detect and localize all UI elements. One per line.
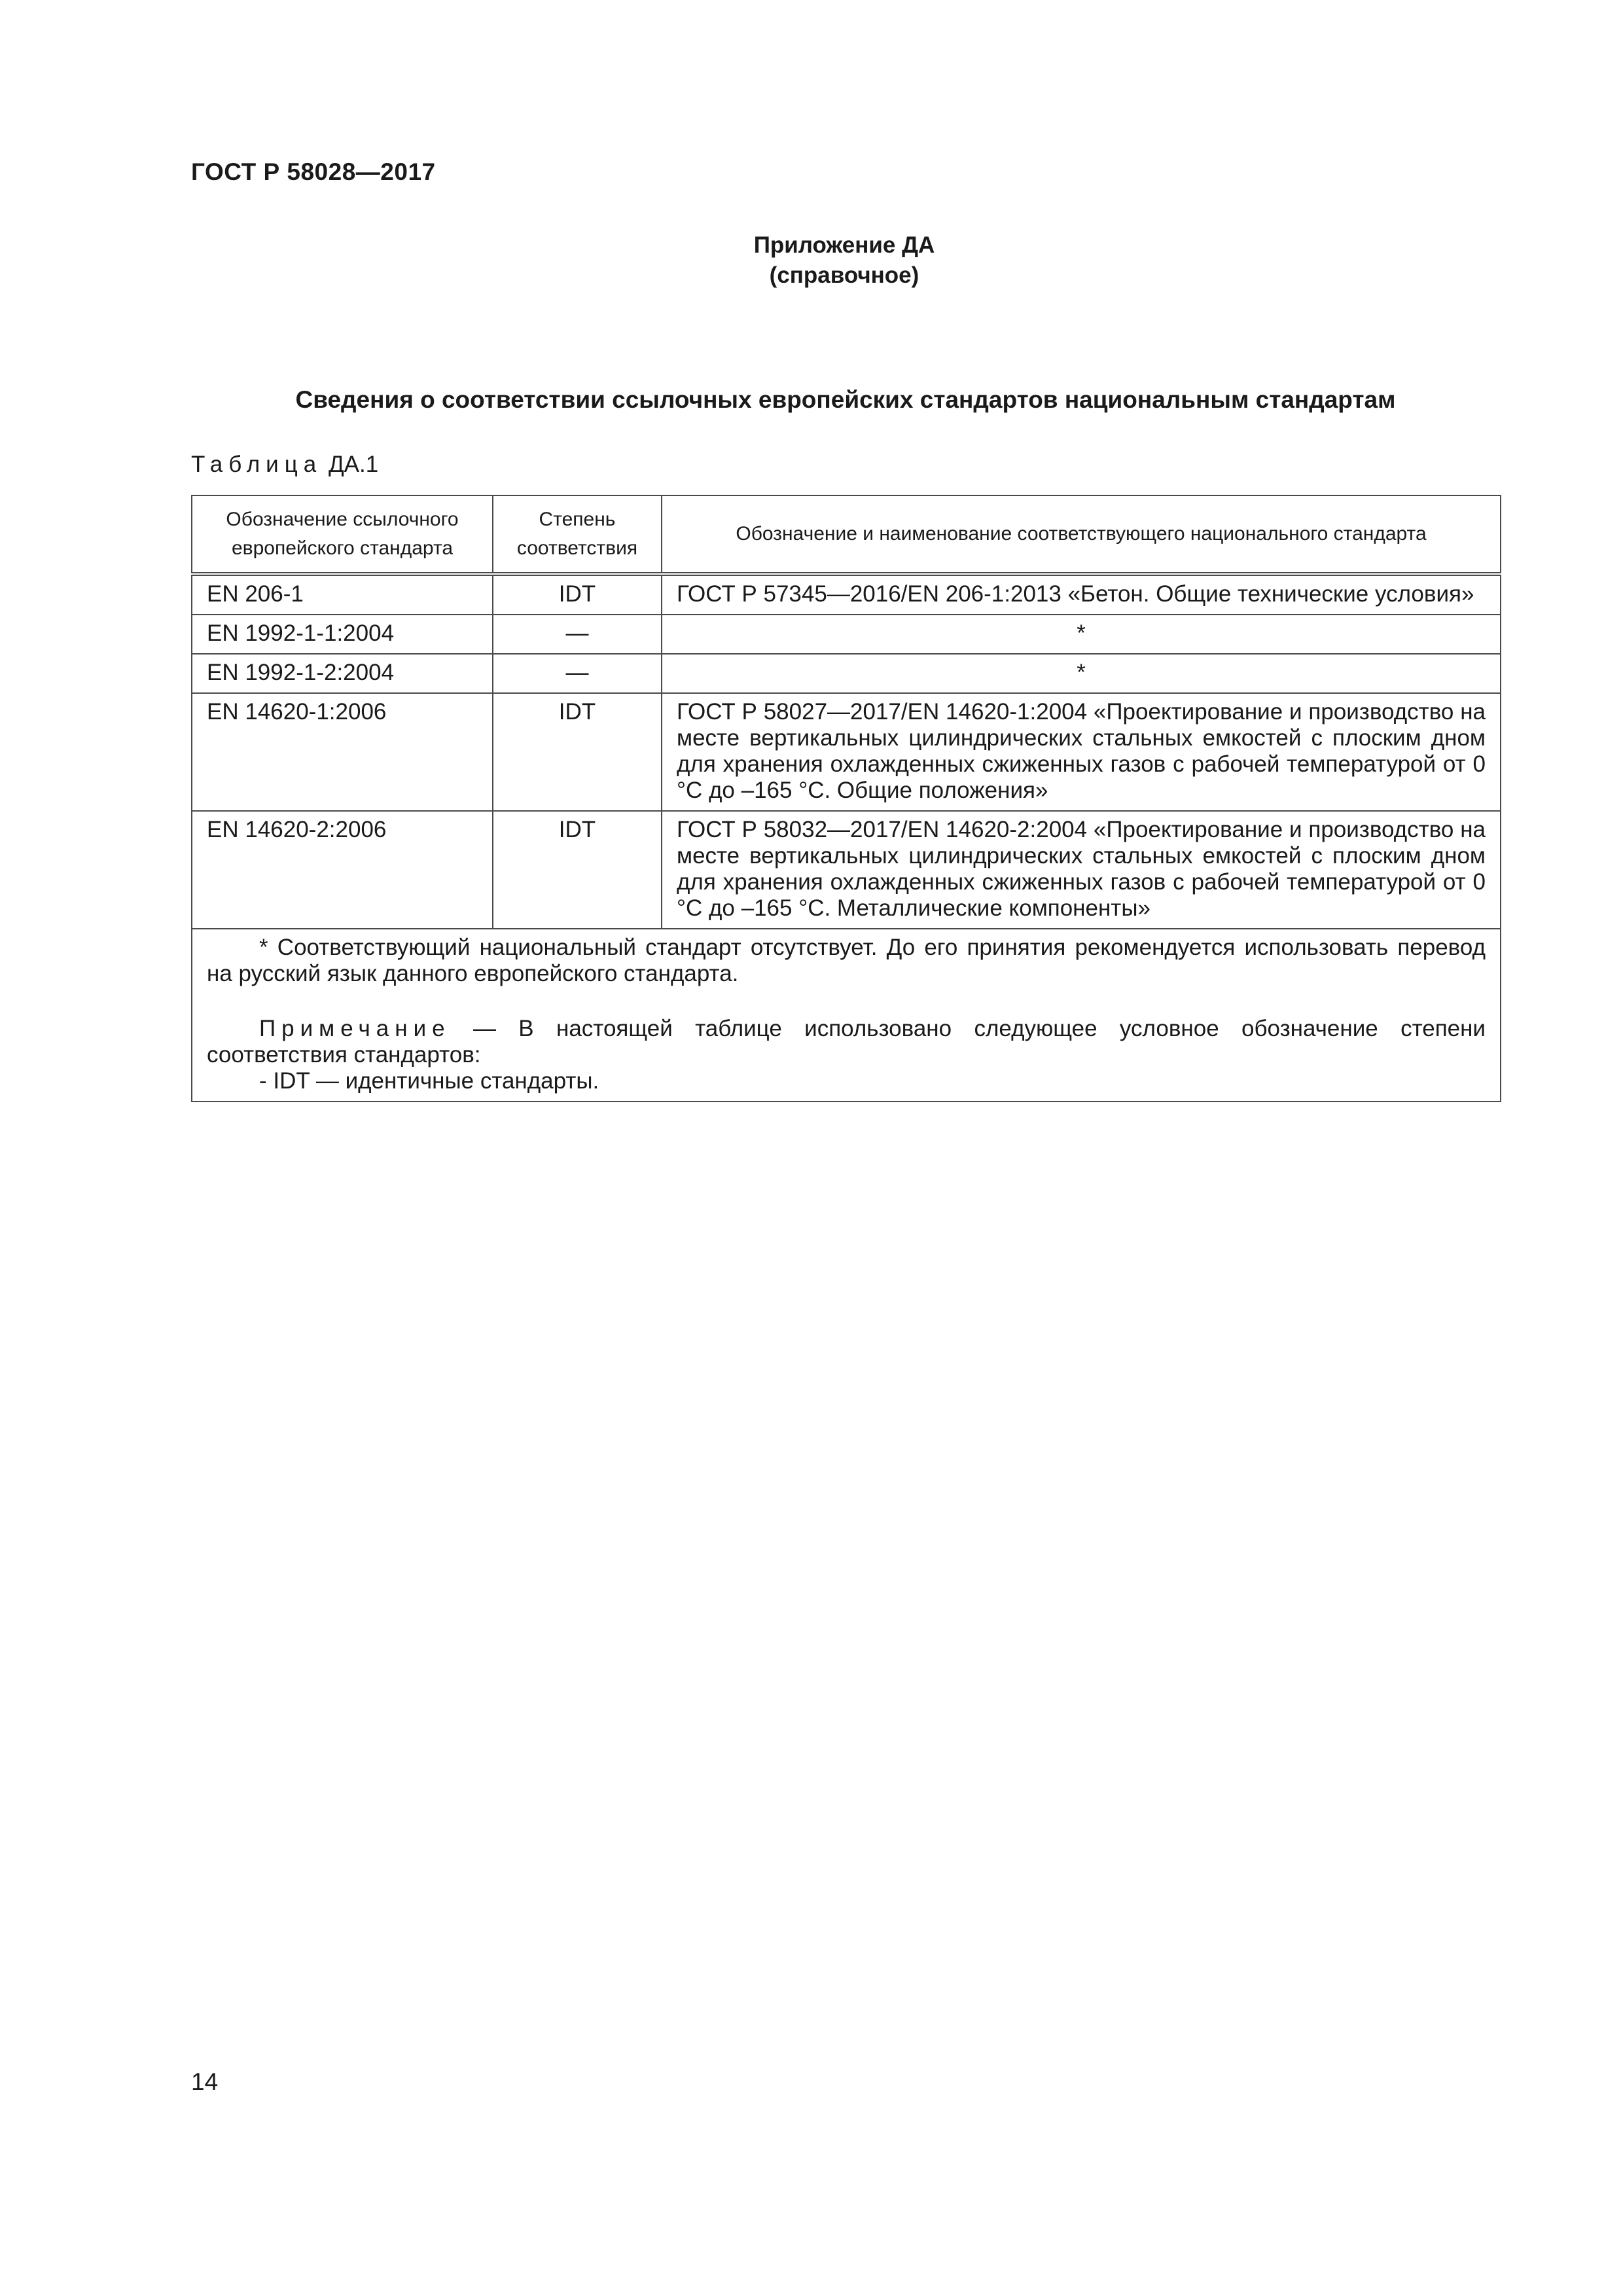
- table-notes: [192, 929, 1501, 1102]
- cell-ref: EN 14620-2:2006: [192, 811, 493, 929]
- cell-ref: EN 1992-1-1:2004: [192, 615, 493, 654]
- cell-degree: IDT: [493, 574, 662, 615]
- table-row: [192, 811, 1501, 929]
- document-code: ГОСТ Р 58028—2017: [191, 158, 436, 185]
- cell-degree: IDT: [493, 693, 662, 811]
- cell-degree: —: [493, 654, 662, 693]
- header-ref-standard: Обозначение ссылочного европейского стандарта: [192, 495, 493, 574]
- table-row: [192, 574, 1501, 615]
- cell-ref: EN 14620-1:2006: [192, 693, 493, 811]
- appendix-title: Приложение ДА: [753, 232, 935, 258]
- cell-national: *: [662, 654, 1501, 693]
- appendix-heading: [654, 230, 1034, 291]
- cell-national: ГОСТ Р 58032—2017/EN 14620-2:2004 «Проектирование и производство на месте вертикальных цилиндрических стальных емкостей с плоским дном для хранения охлажденных сжиженных газов с рабочей температурой от 0 °С до –165 °С. Металлические компоненты»: [662, 811, 1501, 929]
- table-caption: [191, 452, 378, 478]
- table-header-row: [192, 495, 1501, 574]
- standards-table: [191, 495, 1501, 1102]
- table-row: [192, 654, 1501, 693]
- header-national-standard: Обозначение и наименование соответствующего национального стандарта: [662, 495, 1501, 574]
- table-row: [192, 615, 1501, 654]
- cell-ref: EN 1992-1-2:2004: [192, 654, 493, 693]
- cell-degree: IDT: [493, 811, 662, 929]
- note-text: — В настоящей таблице использовано следующее условное обозначение степени соответствия стандартов:: [207, 1016, 1486, 1067]
- table-footnote: * Соответствующий национальный стандарт отсутствует. До его принятия рекомендуется использовать перевод на русский язык данного европейского стандарта.: [207, 935, 1486, 986]
- note-item: - IDT — идентичные стандарты.: [259, 1068, 599, 1094]
- table-caption-number: ДА.1: [328, 452, 379, 477]
- cell-national: ГОСТ Р 58027—2017/EN 14620-1:2004 «Проектирование и производство на месте вертикальных цилиндрических стальных емкостей с плоским дном для хранения охлажденных сжиженных газов с рабочей температурой от 0 °С до –165 °С. Общие положения»: [662, 693, 1501, 811]
- cell-degree: —: [493, 615, 662, 654]
- cell-ref: EN 206-1: [192, 574, 493, 615]
- table-caption-label: Таблица: [191, 452, 323, 477]
- cell-national: *: [662, 615, 1501, 654]
- section-title: Сведения о соответствии ссылочных европейских стандартов национальным стандартам: [295, 386, 1396, 413]
- table-note: [207, 1016, 1486, 1068]
- appendix-subtitle: (справочное): [769, 262, 919, 288]
- page-number: 14: [191, 2068, 219, 2095]
- cell-national: ГОСТ Р 57345—2016/EN 206-1:2013 «Бетон. Общие технические условия»: [662, 574, 1501, 615]
- table-notes-row: [192, 929, 1501, 1102]
- note-label: Примечание: [259, 1016, 451, 1041]
- header-degree: Степень соответствия: [493, 495, 662, 574]
- table-row: [192, 693, 1501, 811]
